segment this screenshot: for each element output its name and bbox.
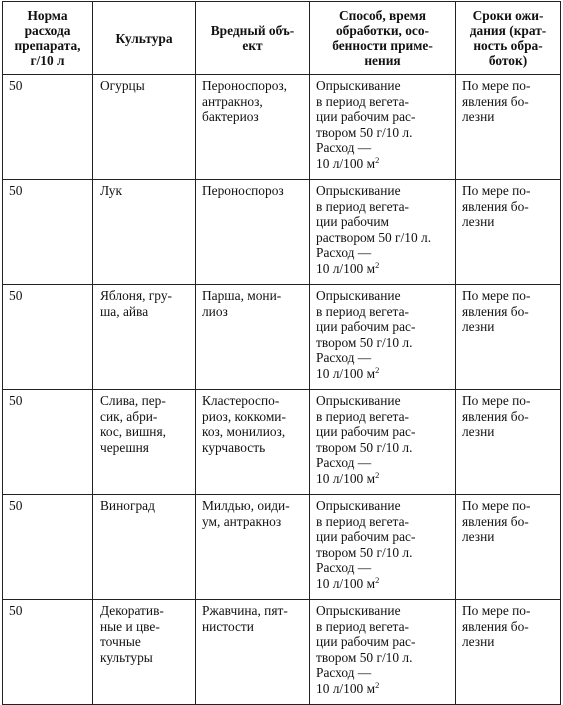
cell-method — [310, 75, 456, 180]
cell-wait-text: По мере по- явления бо- лезни — [462, 183, 531, 230]
cell-pest — [196, 285, 310, 390]
table-row — [3, 390, 561, 495]
cell-crop-text: Яблоня, гру- ша, айва — [100, 288, 172, 319]
table-row — [3, 180, 561, 285]
cell-wait — [456, 75, 561, 180]
cell-method-text: Опрыскивание в период вегета- ции рабочим рас- твором 50 г/10 л. Расход — 10 л/100 м — [316, 78, 416, 171]
cell-crop — [93, 495, 196, 600]
area-unit-superscript: 2 — [375, 154, 380, 165]
cell-wait — [456, 600, 561, 705]
cell-method — [310, 495, 456, 600]
cell-rate — [3, 180, 93, 285]
header-rate: Норма расхода препарата, г/10 л — [3, 2, 93, 75]
header-wait: Сроки ожи- дания (крат- ность обра- боток) — [456, 2, 561, 75]
cell-wait — [456, 180, 561, 285]
area-unit-superscript: 2 — [375, 364, 380, 375]
cell-pest — [196, 600, 310, 705]
area-unit-superscript: 2 — [375, 574, 380, 585]
cell-rate-text: 50 — [9, 78, 23, 93]
table-row — [3, 285, 561, 390]
cell-pest-text: Парша, мони- лиоз — [202, 288, 282, 319]
cell-crop — [93, 390, 196, 495]
treatment-table — [2, 1, 561, 705]
header-row — [3, 2, 561, 75]
cell-method-text: Опрыскивание в период вегета- ции рабочим рас- твором 50 г/10 л. Расход — 10 л/100 м — [316, 288, 416, 381]
cell-rate-text: 50 — [9, 393, 23, 408]
cell-pest — [196, 180, 310, 285]
cell-rate — [3, 495, 93, 600]
cell-pest-text: Пероноспороз — [202, 183, 284, 198]
area-unit-superscript: 2 — [375, 679, 380, 690]
cell-crop — [93, 600, 196, 705]
cell-method — [310, 390, 456, 495]
cell-wait — [456, 285, 561, 390]
cell-wait — [456, 390, 561, 495]
cell-wait-text: По мере по- явления бо- лезни — [462, 603, 531, 650]
cell-wait — [456, 495, 561, 600]
cell-crop-text: Лук — [100, 183, 122, 198]
table-row — [3, 75, 561, 180]
cell-method-text: Опрыскивание в период вегета- ции рабочим рас- твором 50 г/10 л. Расход — 10 л/100 м — [316, 498, 416, 591]
cell-method-text: Опрыскивание в период вегета- ции рабочим рас- твором 50 г/10 л. Расход — 10 л/100 м — [316, 393, 416, 486]
cell-method — [310, 180, 456, 285]
cell-rate-text: 50 — [9, 288, 23, 303]
table-row — [3, 600, 561, 705]
cell-pest — [196, 390, 310, 495]
cell-pest — [196, 495, 310, 600]
area-unit-superscript: 2 — [375, 259, 380, 270]
table-body — [3, 75, 561, 705]
cell-pest-text: Пероноспороз, антракноз, бактериоз — [202, 78, 288, 125]
cell-wait-text: По мере по- явления бо- лезни — [462, 78, 531, 125]
cell-wait-text: По мере по- явления бо- лезни — [462, 498, 531, 545]
cell-wait-text: По мере по- явления бо- лезни — [462, 393, 531, 440]
table-row — [3, 495, 561, 600]
cell-crop — [93, 180, 196, 285]
header-method: Способ, время обработки, осо- бенности приме- нения — [310, 2, 456, 75]
cell-crop-text: Виноград — [100, 498, 155, 513]
cell-method-text: Опрыскивание в период вегета- ции рабочим рас- твором 50 г/10 л. Расход — 10 л/100 м — [316, 603, 416, 696]
cell-crop — [93, 75, 196, 180]
cell-rate-text: 50 — [9, 498, 23, 513]
cell-pest — [196, 75, 310, 180]
header-crop: Культура — [93, 2, 196, 75]
cell-rate — [3, 75, 93, 180]
cell-crop-text: Декоратив- ные и цве- точные культуры — [100, 603, 164, 665]
header-pest: Вредный объ- ект — [196, 2, 310, 75]
cell-rate — [3, 390, 93, 495]
cell-rate-text: 50 — [9, 603, 23, 618]
cell-rate — [3, 285, 93, 390]
cell-method — [310, 600, 456, 705]
cell-pest-text: Ржавчина, пят- нистости — [202, 603, 288, 634]
cell-method-text: Опрыскивание в период вегета- ции рабочим раствором 50 г/10 л. Расход — 10 л/100 м — [316, 183, 432, 276]
cell-crop-text: Слива, пер- сик, абри- кос, вишня, черешня — [100, 393, 166, 455]
cell-pest-text: Кластероспо- риоз, коккоми- коз, монилиоз, курчавость — [202, 393, 286, 455]
cell-crop-text: Огурцы — [100, 78, 145, 93]
cell-method — [310, 285, 456, 390]
cell-rate — [3, 600, 93, 705]
cell-crop — [93, 285, 196, 390]
area-unit-superscript: 2 — [375, 469, 380, 480]
cell-pest-text: Милдью, оиди- ум, антракноз — [202, 498, 290, 529]
cell-rate-text: 50 — [9, 183, 23, 198]
cell-wait-text: По мере по- явления бо- лезни — [462, 288, 531, 335]
